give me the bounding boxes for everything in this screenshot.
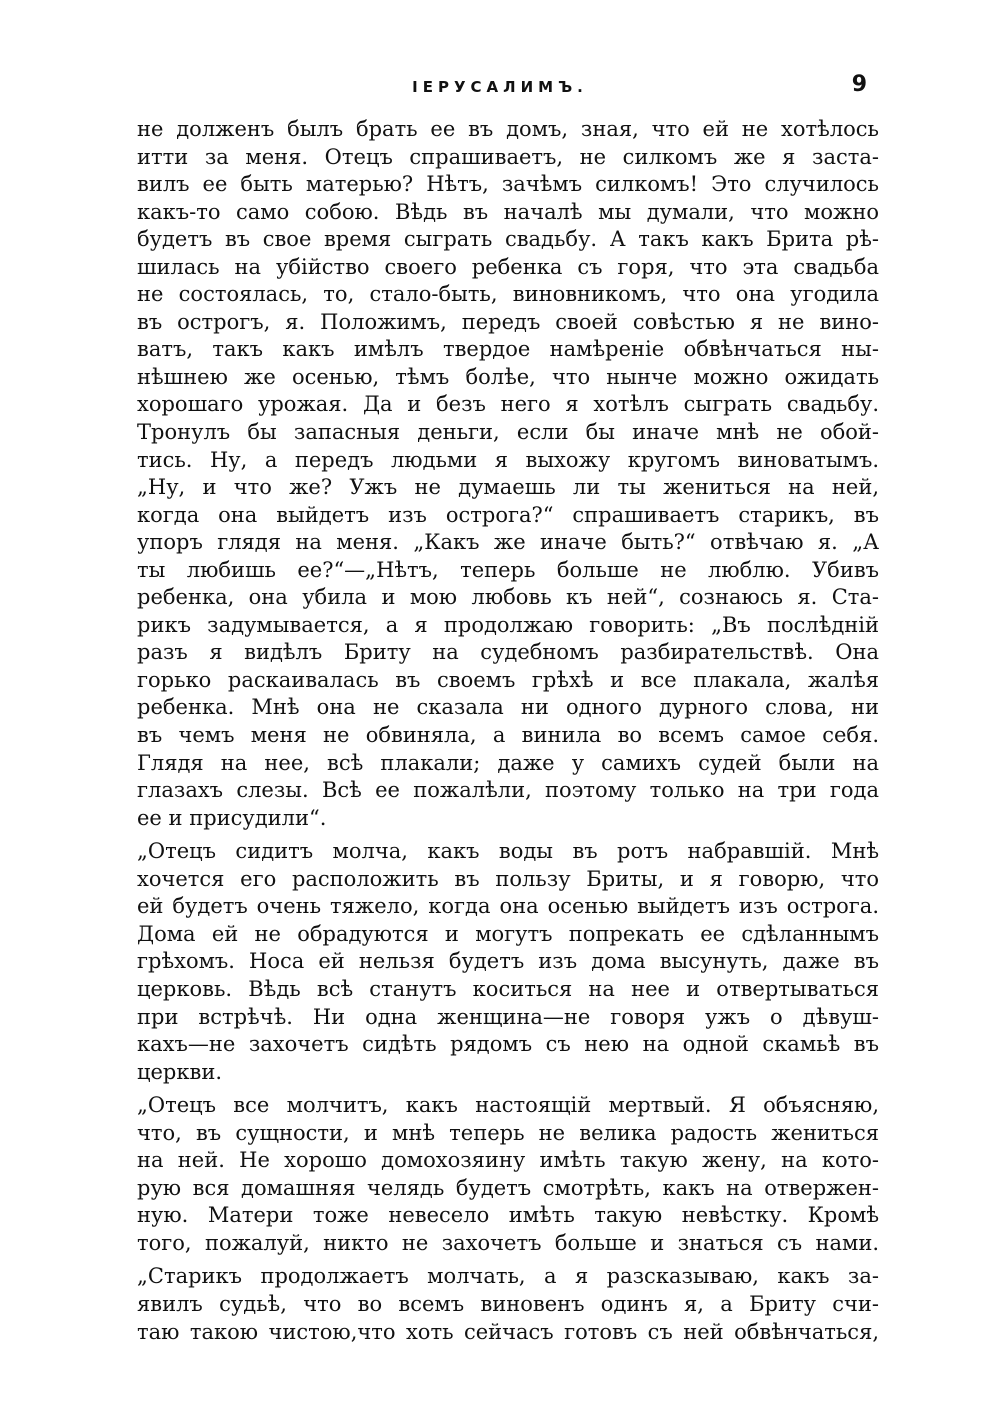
text-line: кахъ—не захочетъ сидѣть рядомъ съ нею на одной скамьѣ въ — [137, 1032, 879, 1057]
text-line: на ней. Не хорошо домохозяину имѣть такую жену, на кото- — [137, 1148, 879, 1173]
page-number: 9 — [851, 72, 867, 97]
text-line: церкви. — [137, 1059, 222, 1084]
text-line: какъ-то само собою. Вѣдь въ началѣ мы думали, что можно — [137, 199, 879, 224]
text-line: что, въ сущности, и мнѣ теперь не велика радость жениться — [137, 1120, 879, 1145]
text-line: когда она выйдетъ изъ острога?“ спрашиваетъ старикъ, въ — [137, 502, 879, 527]
text-line: шилась на убійство своего ребенка съ горя, что эта свадьба — [137, 254, 879, 279]
text-line: не долженъ былъ брать ее въ домъ, зная, что ей не хотѣлось — [137, 117, 879, 141]
text-line: „Ну, и что же? Ужъ не думаешь ли ты жениться на ней, — [137, 475, 879, 500]
text-line: рикъ задумывается, а я продолжаю говорить: „Въ послѣдній — [137, 612, 879, 637]
text-line: Дома ей не обрадуются и могутъ попрекать ее сдѣланнымъ — [137, 921, 879, 946]
text-line: ную. Матери тоже невесело имѣть такую невѣстку. Кромѣ — [137, 1203, 879, 1228]
text-line: въ чемъ меня не обвиняла, а винила во всемъ самое себя. — [137, 723, 879, 748]
text-line: при встрѣчѣ. Ни одна женщина—не говоря ужъ о дѣвуш- — [137, 1004, 879, 1029]
text-line: итти за меня. Отецъ спрашиваетъ, не силкомъ же я заста- — [137, 144, 879, 169]
text-line: вилъ ее быть матерью? Нѣтъ, зачѣмъ силкомъ! Это случилось — [137, 172, 879, 197]
text-line: Тронулъ бы запасныя деньги, если бы иначе мнѣ не обой- — [137, 420, 879, 445]
text-line: Глядя на нее, всѣ плакали; даже у самихъ судей были на — [137, 750, 879, 775]
text-line: глазахъ слезы. Всѣ ее пожалѣли, поэтому только на три года — [137, 778, 879, 803]
text-line: будетъ въ свое время сыграть свадьбу. А такъ какъ Брита рѣ- — [137, 227, 879, 252]
text-line: не состоялась, то, стало-быть, виновникомъ, что она угодила — [137, 282, 879, 307]
text-line: ребенка, она убила и мою любовь къ ней“, сознаюсь я. Ста- — [137, 585, 879, 610]
text-line: ты любишь ее?“—„Нѣтъ, теперь больше не люблю. Убивъ — [137, 557, 879, 582]
text-line: грѣхомъ. Носа ей нельзя будетъ изъ дома высунуть, даже въ — [137, 949, 879, 974]
text-line: ребенка. Мнѣ она не сказала ни одного дурного слова, ни — [137, 695, 879, 720]
text-line: „Отецъ сидитъ молча, какъ воды въ ротъ набравшій. Мнѣ — [137, 839, 879, 864]
text-line: нѣшнею же осенью, тѣмъ болѣе, что нынче можно ожидать — [137, 364, 879, 389]
text-line: рую вся домашняя челядь будетъ смотрѣть, какъ на отвержен- — [137, 1175, 879, 1200]
text-line: горько раскаивалась въ своемъ грѣхѣ и все плакала, жалѣя — [137, 667, 879, 692]
text-line: разъ я видѣлъ Бриту на судебномъ разбирательствѣ. Она — [137, 640, 879, 665]
text-line: церковь. Вѣдь всѣ станутъ коситься на нее и отвертываться — [137, 976, 879, 1001]
text-line: ее и присудили“. — [137, 805, 327, 830]
text-line: явилъ судьѣ, что во всемъ виновенъ одинъ я, а Бриту счи- — [137, 1291, 879, 1316]
text-line: хочется его расположить въ пользу Бриты, и я говорю, что — [137, 866, 879, 891]
text-line: „Старикъ продолжаетъ молчать, а я разсказываю, какъ за- — [137, 1264, 879, 1289]
text-line: упоръ глядя на меня. „Какъ же иначе быть?“ отвѣчаю я. „А — [137, 530, 879, 555]
text-line: ей будетъ очень тяжело, когда она осенью выйдетъ изъ острога. — [137, 894, 879, 919]
text-line: „Отецъ все молчитъ, какъ настоящій мертвый. Я объясняю, — [137, 1093, 879, 1118]
text-line: таю такою чистою,что хоть сейчасъ готовъ съ ней обвѣнчаться, — [137, 1319, 879, 1344]
text-line: тись. Ну, а передъ людьми я выхожу кругомъ виноватымъ. — [137, 447, 879, 472]
text-line: хорошаго урожая. Да и безъ него я хотѣлъ сыграть свадьбу. — [137, 392, 879, 417]
text-line: ватъ, такъ какъ имѣлъ твердое намѣреніе обвѣнчаться ны- — [137, 337, 879, 362]
text-line: того, пожалуй, никто не захочетъ больше и знаться съ нами. — [137, 1230, 879, 1255]
running-head — [0, 72, 1000, 102]
body-text — [137, 116, 879, 1346]
running-title: ІЕРУСАЛИМЪ. — [412, 78, 588, 96]
text-line: въ острогъ, я. Положимъ, передъ своей совѣстью я не вино- — [137, 309, 879, 334]
